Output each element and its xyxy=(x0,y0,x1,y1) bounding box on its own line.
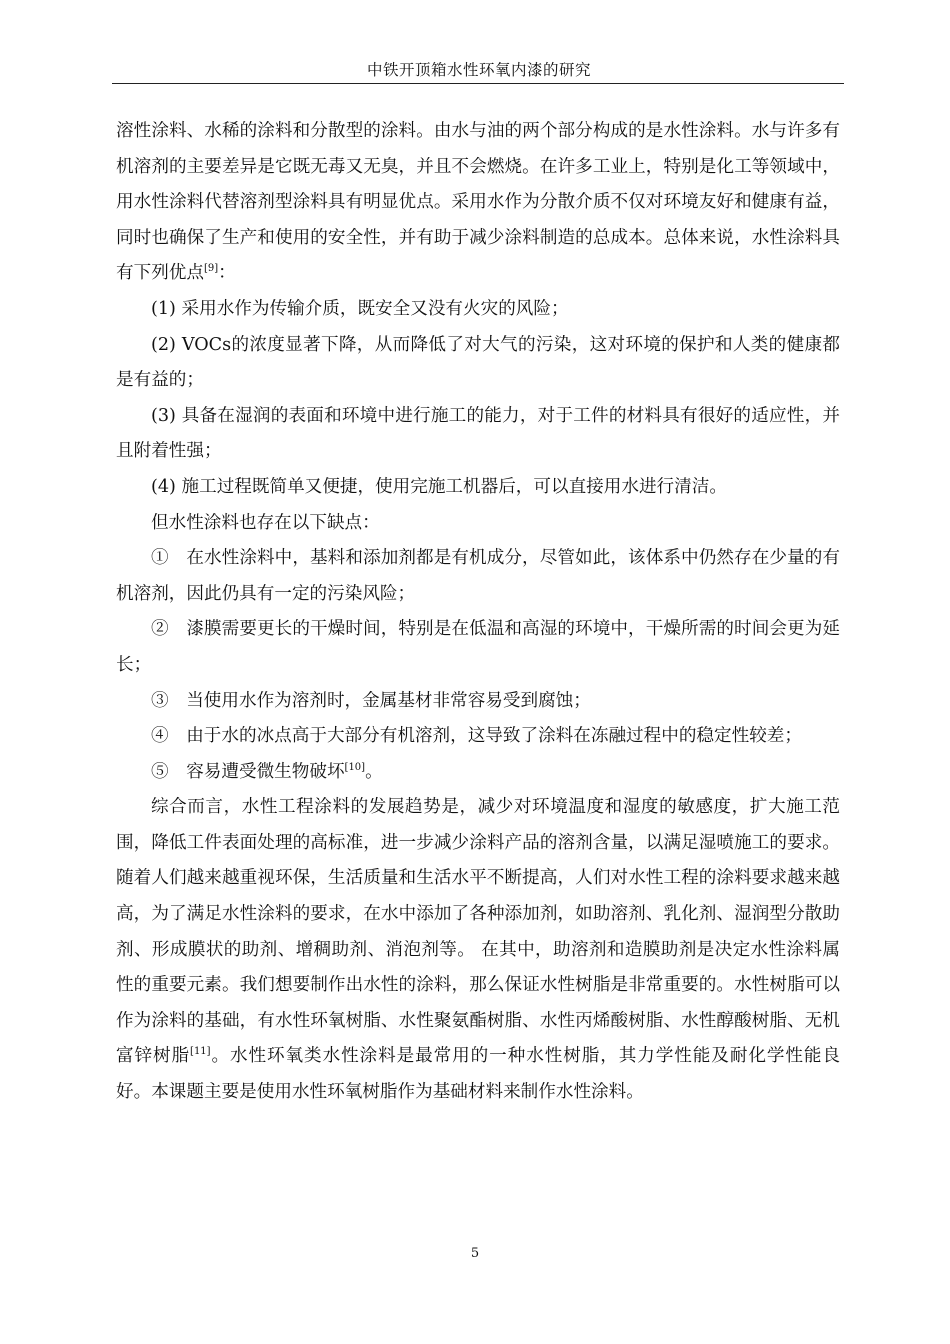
page-number: 5 xyxy=(470,1246,480,1261)
disadvantage-item-5-end: 。 xyxy=(365,761,383,782)
paragraph-summary xyxy=(116,790,840,1110)
body-text xyxy=(116,114,840,1111)
disadvantage-item-4: ④ 由于水的冰点高于大部分有机溶剂，这导致了涂料在冻融过程中的稳定性较差； xyxy=(151,726,802,747)
running-header: 中铁开顶箱水性环氧内漆的研究 xyxy=(366,61,591,79)
advantage-item-3: (3) 具备在湿润的表面和环境中进行施工的能力，对于工件的材料具有很好的适应性，并且附着性强； xyxy=(116,405,840,462)
advantage-item-2: (2) VOCs的浓度显著下降，从而降低了对大气的污染，这对环境的保护和人类的健康都是有益的； xyxy=(116,334,840,391)
disadvantage-item-2: ② 漆膜需要更长的干燥时间，特别是在低温和高湿的环境中，干燥所需的时间会更为延长； xyxy=(116,619,840,675)
citation-9: [9] xyxy=(203,263,219,275)
disadvantage-item-1: ① 在水性涂料中，基料和添加剂都是有机成分，尽管如此，该体系中仍然存在少量的有机溶剂，因此仍具有一定的污染风险； xyxy=(116,548,840,604)
disadvantage-item-5-text: ⑤ 容易遭受微生物破坏 xyxy=(151,761,345,782)
advantage-item-4: (4) 施工过程既简单又便捷，使用完施工机器后，可以直接用水进行清洁。 xyxy=(151,476,727,497)
paragraph-intro-end: ： xyxy=(218,263,236,284)
paragraph-intro-text: 溶性涂料、水稀的涂料和分散型的涂料。由水与油的两个部分构成的是水性涂料。水与许多有机溶剂的主要差异是它既无毒又无臭，并且不会燃烧。在许多工业上，特别是化工等领域中，用水性涂料代替溶剂型涂料具有明显优点。采用水作为分散介质不仅对环境友好和健康有益，同时也确保了生产和使用的安全性，并有助于减少涂料制造的总成本。总体来说，水性涂料具有下列优点 xyxy=(116,121,840,284)
paragraph-summary-end: 。水性环氧类水性涂料是最常用的一种水性树脂，其力学性能及耐化学性能良好。本课题主要是使用水性环氧树脂作为基础材料来制作水性涂料。 xyxy=(116,1046,840,1103)
disadvantage-item-5 xyxy=(116,755,840,791)
paragraph-summary-text: 综合而言，水性工程涂料的发展趋势是，减少对环境温度和湿度的敏感度，扩大施工范围，降低工件表面处理的高标准，进一步减少涂料产品的溶剂含量，以满足湿喷施工的要求。随着人们越来越重视环保，生活质量和生活水平不断提高，人们对水性工程的涂料要求越来越高，为了满足水性涂料的要求，在水中添加了各种添加剂，如助溶剂、乳化剂、湿润型分散助剂、形成膜状的助剂、增稠助剂、消泡剂等。 在其中，助溶剂和造膜助剂是决定水性涂料属性的重要元素。我们想要制作出水性的涂料，那么保证水性树脂是非常重要的。水性树脂可以作为涂料的基础，有水性环氧树脂、水性聚氨酯树脂、水性丙烯酸树脂、水性醇酸树脂、无机富锌树脂 xyxy=(116,797,840,1067)
citation-10: [10] xyxy=(344,761,366,773)
header-rule xyxy=(112,83,844,84)
paragraph-intro xyxy=(116,114,840,292)
advantage-item-1: (1) 采用水作为传输介质，既安全又没有火灾的风险； xyxy=(151,298,569,319)
citation-11: [11] xyxy=(190,1046,211,1058)
disadvantage-item-3: ③ 当使用水作为溶剂时，金属基材非常容易受到腐蚀； xyxy=(151,690,591,711)
disadvantage-intro: 但水性涂料也存在以下缺点： xyxy=(151,512,380,533)
